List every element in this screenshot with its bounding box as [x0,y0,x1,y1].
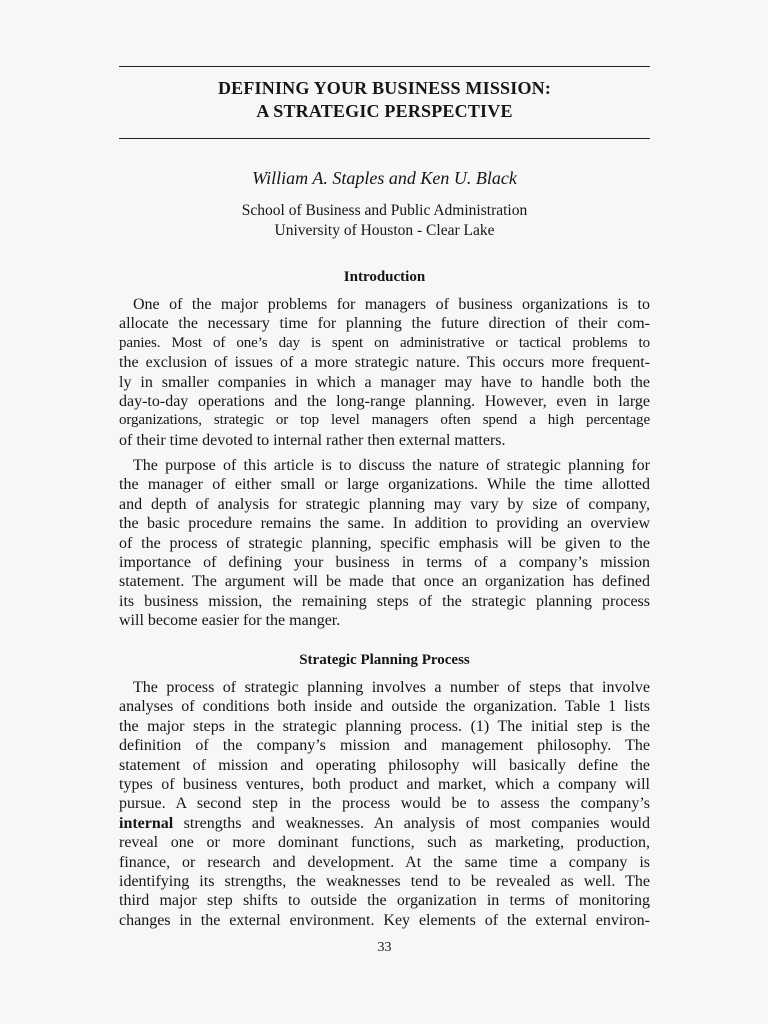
affiliation [119,201,650,241]
text-line-with-emphasis [119,814,650,833]
text-line: ly in smaller companies in which a manager may have to handle both the [119,373,650,391]
text-line: One of the major problems for managers of business organizations is to [133,296,650,313]
text-line: of their time devoted to internal rather then external matters. [119,431,506,449]
text-line: will become easier for the manger. [119,612,341,630]
text-line: statement of mission and operating philosophy will basically define the [119,756,650,774]
authors: William A. Staples and Ken U. Black [252,168,517,188]
intro-paragraph-2 [119,456,650,631]
text-line: its business mission, the remaining steps of the strategic planning process [119,592,650,610]
text-line: The purpose of this article is to discuss the nature of strategic planning for [133,457,650,474]
title-bottom-rule [119,138,650,139]
text-line: changes in the external environment. Key elements of the external environ- [119,911,650,929]
text-line: and depth of analysis for strategic planning may vary by size of company, [119,495,650,513]
title-line-2: A STRATEGIC PERSPECTIVE [256,101,513,121]
strategic-planning-paragraph [119,678,650,930]
text-line: third major step shifts to outside the organization in terms of monitoring [119,892,650,910]
text-line: identifying its strengths, the weaknesses tend to be revealed as well. The [119,872,650,890]
text-line: the manager of either small or large organizations. While the time allotted [119,476,650,494]
title-line-1: DEFINING YOUR BUSINESS MISSION: [217,78,552,98]
text-span: strengths and weaknesses. An analysis of most companies would [173,814,650,832]
text-line: definition of the company’s mission and management philosophy. The [119,737,650,755]
text-line: the major steps in the strategic planning process. (1) The initial step is the [119,717,650,735]
text-line: the exclusion of issues of a more strategic nature. This occurs more frequent- [119,354,650,372]
text-line: organizations, strategic or top level managers often spend a high percentage [119,412,650,429]
text-line: pursue. A second step in the process would be to assess the company’s [119,795,650,813]
page-number: 33 [377,940,392,955]
affiliation-line-1: School of Business and Public Administration [241,202,528,219]
section-heading-introduction: Introduction [343,269,426,285]
text-line: statement. The argument will be made that once an organization has defined [119,573,650,591]
text-line: day-to-day operations and the long-range planning. However, even in large [119,392,650,410]
text-line: finance, or research and development. At the same time a company is [119,853,650,871]
text-line: The process of strategic planning involves a number of steps that involve [133,679,650,696]
text-line: the basic procedure remains the same. In addition to providing an overview [119,515,650,533]
text-line: allocate the necessary time for planning the future direction of their com- [119,315,650,333]
emphasis-internal: internal [119,814,174,832]
text-line: of the process of strategic planning, specific emphasis will be given to the [119,534,650,552]
text-line: analyses of conditions both inside and outside the organization. Table 1 lists [119,698,650,716]
affiliation-line-2: University of Houston - Clear Lake [274,222,495,239]
text-line: panies. Most of one’s day is spent on administrative or tactical problems to [119,334,650,351]
section-heading-strategic-planning-process: Strategic Planning Process [299,652,470,668]
top-rule [119,66,650,67]
intro-paragraph-1 [119,295,650,450]
text-line: types of business ventures, both product and market, which a company will [119,775,650,793]
text-line: reveal one or more dominant functions, such as marketing, production, [119,834,650,852]
text-line: importance of defining your business in terms of a company’s mission [119,553,650,571]
article-title [119,77,650,123]
